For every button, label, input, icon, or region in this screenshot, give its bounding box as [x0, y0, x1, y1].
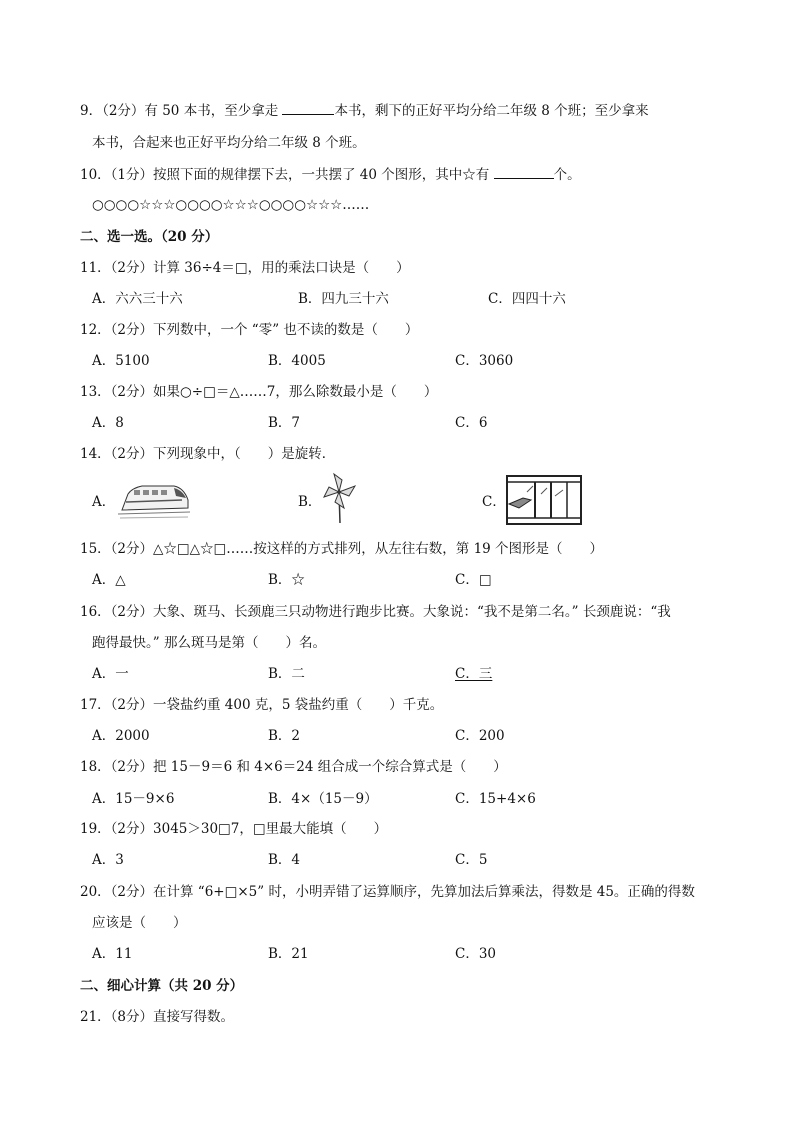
q20-question-line1: 20．（2分）在计算 “6+□×5” 时，小明弄错了运算顺序，先算加法后算乘法，得数是 45。正确的得数	[80, 884, 695, 900]
q16-question-line2: 跑得最快。” 那么斑马是第（ ）名。	[92, 635, 326, 651]
q9-text-pre: 9．（2分）有 50 本书，至少拿走	[80, 103, 283, 119]
q12-option-b[interactable]: B．4005	[268, 353, 326, 369]
q11-question: 11．（2分）计算 36÷4＝□，用的乘法口诀是（ ）	[80, 260, 410, 276]
window-image[interactable]	[505, 474, 583, 530]
q18-question: 18．（2分）把 15－9＝6 和 4×6＝24 组合成一个综合算式是（ ）	[80, 759, 507, 775]
q11-option-b[interactable]: B．四九三十六	[298, 291, 389, 307]
q14-option-c[interactable]: C．	[482, 494, 506, 510]
q16-option-a[interactable]: A．一	[92, 666, 129, 682]
q17-option-c[interactable]: C．200	[455, 728, 505, 744]
q17-option-a[interactable]: A．2000	[92, 728, 150, 744]
q19-option-c[interactable]: C．5	[455, 852, 488, 868]
q10-text-pre: 10．（1分）按照下面的规律摆下去，一共摆了 40 个图形，其中☆有	[80, 167, 494, 183]
q19-question: 19．（2分）3045＞30□7，□里最大能填（ ）	[80, 821, 388, 837]
q11-option-a[interactable]: A．六六三十六	[92, 291, 183, 307]
q15-question: 15．（2分）△☆□△☆□……按这样的方式排列，从左往右数，第 19 个图形是（ ）	[80, 541, 604, 557]
q16-option-c[interactable]: C．三	[455, 666, 493, 682]
q10-text-post: 个。	[553, 167, 581, 183]
q20-question-line2: 应该是（ ）	[92, 915, 187, 931]
q9-line1	[80, 100, 649, 120]
pinwheel-image[interactable]	[322, 470, 356, 528]
section-heading-calculation: 二、细心计算（共 20 分）	[80, 978, 244, 994]
q16-option-b[interactable]: B．二	[268, 666, 305, 682]
q13-question: 13．（2分）如果○÷□＝△……7，那么除数最小是（ ）	[80, 384, 438, 400]
q15-option-a[interactable]: A．△	[92, 572, 126, 588]
q9-text-line2: 本书，合起来也正好平均分给二年级 8 个班。	[92, 135, 366, 151]
q14-question: 14．（2分）下列现象中，（ ）是旋转．	[80, 446, 336, 462]
train-image[interactable]	[118, 472, 190, 526]
q10-line1	[80, 164, 581, 184]
q13-option-c[interactable]: C．6	[455, 415, 488, 431]
q18-option-c[interactable]: C．15+4×6	[455, 791, 536, 807]
q19-option-b[interactable]: B．4	[268, 852, 301, 868]
q17-option-b[interactable]: B．2	[268, 728, 301, 744]
q12-option-c[interactable]: C．3060	[455, 353, 514, 369]
q21-question: 21．（8分）直接写得数。	[80, 1009, 235, 1025]
q16-question-line1: 16．（2分）大象、斑马、长颈鹿三只动物进行跑步比赛。大象说：“我不是第二名。” 长颈鹿说：“我	[80, 604, 671, 620]
q18-option-a[interactable]: A．15－9×6	[92, 791, 175, 807]
q9-line2	[92, 132, 366, 152]
q13-option-b[interactable]: B．7	[268, 415, 301, 431]
q9-text-post: 本书，剩下的正好平均分给二年级 8 个班；至少拿来	[334, 103, 649, 119]
q12-option-a[interactable]: A．5100	[92, 353, 150, 369]
q11-option-c[interactable]: C．四四十六	[488, 291, 566, 307]
q9-blank-1[interactable]	[282, 100, 334, 115]
q10-pattern: ○○○○☆☆☆○○○○☆☆☆○○○○☆☆☆……	[92, 197, 370, 213]
q18-option-b[interactable]: B．4×（15－9）	[268, 791, 378, 807]
q20-option-a[interactable]: A．11	[92, 946, 133, 962]
q17-question: 17．（2分）一袋盐约重 400 克，5 袋盐约重（ ）千克。	[80, 697, 444, 713]
q20-option-c[interactable]: C．30	[455, 946, 497, 962]
q15-option-b[interactable]: B．☆	[268, 572, 305, 588]
q20-option-b[interactable]: B．21	[268, 946, 309, 962]
q10-blank[interactable]	[494, 164, 554, 179]
q13-option-a[interactable]: A．8	[92, 415, 124, 431]
q12-question: 12．（2分）下列数中，一个 “零” 也不读的数是（ ）	[80, 322, 419, 338]
q14-option-b[interactable]: B．	[298, 494, 322, 510]
q15-option-c[interactable]: C．□	[455, 572, 492, 588]
q14-option-a[interactable]: A．	[92, 494, 116, 510]
section-heading-choice: 二、选一选。（20 分）	[80, 229, 219, 245]
q19-option-a[interactable]: A．3	[92, 852, 124, 868]
